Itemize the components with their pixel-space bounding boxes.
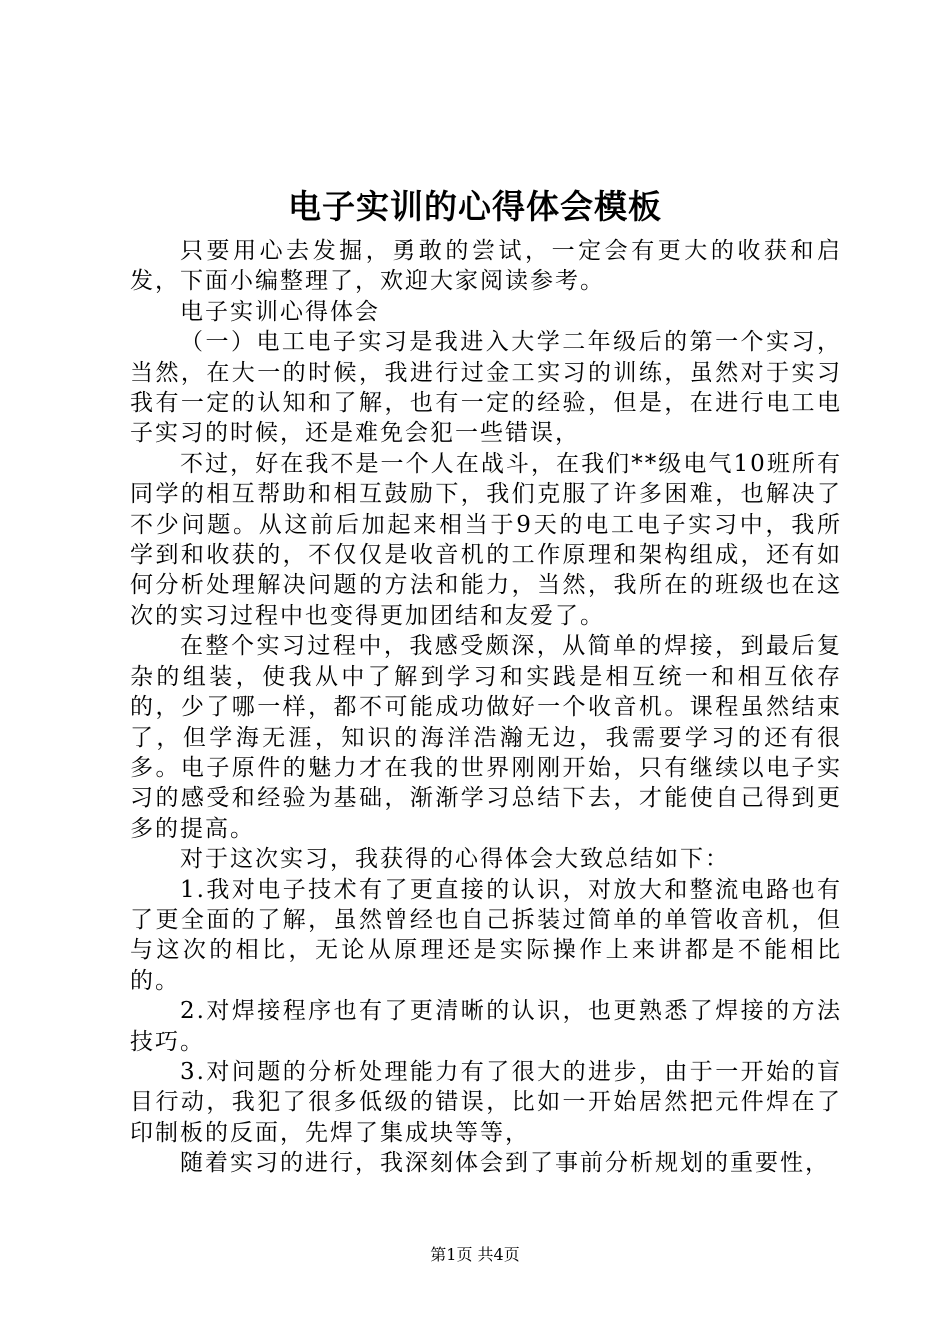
paragraph-4: 随着实习的进行，我深刻体会到了事前分析规划的重要性，	[180, 1150, 830, 1177]
paragraph-3: 在整个实习过程中，我感受颇深，从简单的焊接，到最后复杂的组装，使我从中了解到学习和实践是相互统一和相互依存的，少了哪一样，都不可能成功做好一个收音机。课程虽然结束了，但学海无涯，知识的海洋浩瀚无边，我需要学习的还有很多。电子原件的魅力才在我的世界刚刚开始，只有继续以电子实习的感受和经验为基础，渐渐学习总结下去，才能使自己得到更多的提高。	[130, 633, 842, 842]
paragraph-summary-intro: 对于这次实习，我获得的心得体会大致总结如下：	[180, 846, 730, 873]
document-title: 电子实训的心得体会模板	[288, 187, 662, 226]
page-footer: 第1页 共4页	[430, 1245, 520, 1264]
paragraph-2: 不过，好在我不是一个人在战斗，在我们**级电气10班所有同学的相互帮助和相互鼓励下，我们克服了许多困难，也解决了不少问题。从这前后加起来相当于9天的电工电子实习中，我所学到和收获的，不仅仅是收音机的工作原理和架构组成，还有如何分析处理解决问题的方法和能力，当然，我所在的班级也在这次的实习过程中也变得更加团结和友爱了。	[130, 450, 842, 629]
paragraph-1: （一）电工电子实习是我进入大学二年级后的第一个实习，当然，在大一的时候，我进行过金工实习的训练，虽然对于实习我有一定的认知和了解，也有一定的经验，但是，在进行电工电子实习的时候，还是难免会犯一些错误，	[130, 329, 842, 447]
paragraph-intro: 只要用心去发掘，勇敢的尝试，一定会有更大的收获和启发，下面小编整理了，欢迎大家阅读参考。	[130, 238, 842, 295]
document-body	[130, 236, 842, 1179]
paragraph-subheading: 电子实训心得体会	[180, 298, 380, 325]
list-item-3: 3.对问题的分析处理能力有了很大的进步，由于一开始的盲目行动，我犯了很多低级的错误，比如一开始居然把元件焊在了印制板的反面，先焊了集成块等等，	[130, 1058, 842, 1146]
list-item-1: 1.我对电子技术有了更直接的认识，对放大和整流电路也有了更全面的了解，虽然曾经也自己拆装过简单的单管收音机，但与这次的相比，无论从原理还是实际操作上来讲都是不能相比的。	[130, 876, 842, 994]
list-item-2: 2.对焊接程序也有了更清晰的认识，也更熟悉了焊接的方法技巧。	[130, 998, 842, 1055]
